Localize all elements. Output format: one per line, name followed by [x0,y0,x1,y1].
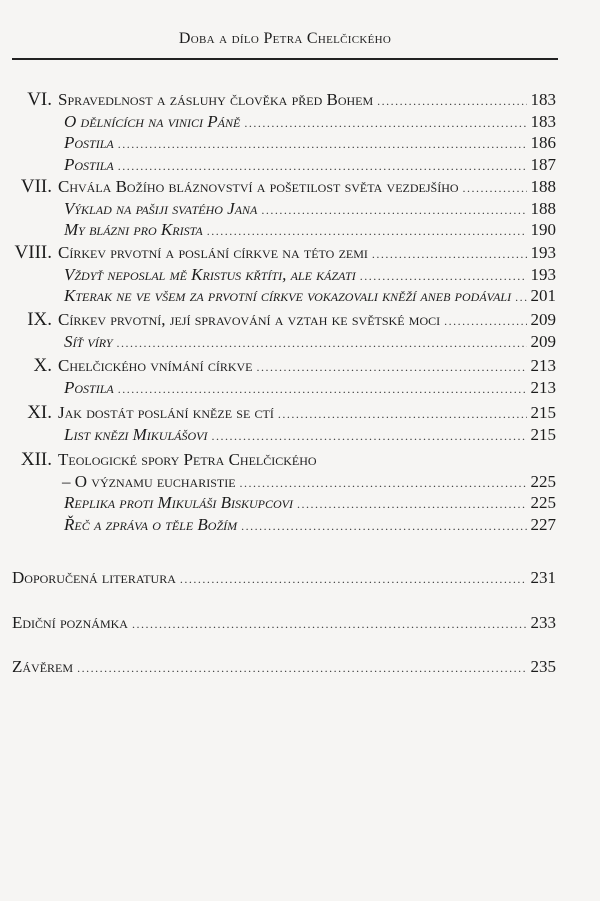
subentry-title: O dělnících na vinici Páně [64,111,241,131]
subentry-title: Kterak ne ve všem za prvotní církve vokazovali kněží aneb podávali [64,286,512,305]
page-number: 233 [530,613,556,632]
page-number: 213 [530,377,556,397]
toc-chapter [0,402,556,424]
page-number: 225 [530,471,556,491]
dot-leader [207,220,527,242]
chapter-number: XII. [20,449,52,470]
page-number: 193 [530,264,556,284]
toc-subentry [0,514,556,536]
header-rule [12,58,558,60]
chapter-number: XI. [27,402,52,423]
subentry-title: Postila [64,133,114,152]
dot-leader [132,613,527,635]
toc-chapter-cont [0,471,556,493]
dot-leader [377,90,526,112]
page-number: 231 [530,568,556,587]
toc-back-matter [0,567,556,589]
subentry-title: Výklad na pašiji svatého Jana [64,198,258,218]
dot-leader [278,403,527,425]
dot-leader [515,286,526,308]
page-number: 193 [530,243,556,262]
dot-leader [241,515,526,537]
page-number: 209 [530,310,556,329]
page-number: 190 [530,220,556,239]
chapter-title-continued: – O významu eucharistie [62,471,236,491]
back-matter-title: Závěrem [12,657,74,676]
dot-leader [240,472,527,494]
toc-subentry [0,285,556,307]
dot-leader [77,657,526,679]
dot-leader [118,378,527,400]
page-number: 183 [530,90,556,109]
toc-subentry [0,331,556,353]
page-number: 235 [530,657,556,676]
chapter-title: Jak dostát poslání kněze se ctí [58,403,274,422]
chapter-number: X. [33,355,52,376]
toc-subentry [0,132,556,154]
chapter-title: Církev prvotní a poslání církve na této zemi [58,243,368,262]
subentry-title: My blázni pro Krista [64,220,203,239]
chapter-title: Chelčického vnímání církve [58,356,253,375]
chapter-title: Teologické spory Petra Chelčického [58,450,317,469]
dot-leader [211,425,526,447]
subentry-title: Síť víry [64,331,113,351]
chapter-number: VIII. [14,242,52,263]
toc-chapter [0,449,556,471]
subentry-title: List knězi Mikulášovi [64,424,208,444]
page-number: 215 [530,403,556,422]
back-matter-title: Ediční poznámka [12,613,128,632]
subentry-title: Řeč a zpráva o těle Božím [64,514,238,534]
toc-subentry [0,264,556,286]
dot-leader [261,199,526,221]
toc-chapter [0,355,556,377]
page-number: 188 [530,177,556,196]
subentry-title: Postila [64,154,114,174]
toc-subentry [0,424,556,446]
chapter-number: VII. [20,176,52,197]
back-matter-title: Doporučená literatura [12,568,176,587]
page-number: 225 [530,493,556,512]
page-number: 186 [530,133,556,152]
chapter-number: IX. [27,309,52,330]
page-number: 201 [530,286,556,305]
dot-leader [117,332,527,354]
toc-chapter [0,242,556,264]
page-number: 188 [530,198,556,218]
chapter-title: Spravedlnost a zásluhy člověka před Bohem [58,90,374,109]
toc-subentry [0,154,556,176]
page-number: 227 [530,514,556,534]
toc-chapter [0,309,556,331]
toc-subentry [0,219,556,241]
running-header: Doba a dílo Petra Chelčického [178,30,392,47]
dot-leader [297,493,527,515]
toc-chapter [0,176,556,198]
page-number: 187 [530,154,556,174]
toc-subentry [0,377,556,399]
toc-subentry [0,198,556,220]
page-number: 209 [530,331,556,351]
page-number: 213 [530,356,556,375]
toc-subentry [0,111,556,133]
chapter-title: Církev prvotní, její spravování a vztah ke světské moci [58,310,441,329]
toc-chapter [0,89,556,111]
toc-back-matter [0,656,556,678]
chapter-title: Chvála Božího bláznovství a pošetilost světa vezdejšího [58,177,459,196]
toc-back-matter [0,612,556,634]
toc-subentry [0,492,556,514]
dot-leader [118,133,527,155]
subentry-title: Vždyť neposlal mě Kristus křtíti, ale kázati [64,264,356,284]
subentry-title: Postila [64,377,114,397]
subentry-title: Replika proti Mikuláši Biskupcovi [64,493,293,512]
chapter-number: VI. [27,89,52,110]
dot-leader [118,155,527,177]
dot-leader [244,112,526,134]
dot-leader [372,243,527,265]
dot-leader [360,265,527,287]
dot-leader [180,568,527,590]
dot-leader [444,310,526,332]
page-number: 215 [530,424,556,444]
dot-leader [463,177,527,199]
dot-leader [257,356,527,378]
page-number: 183 [530,111,556,131]
